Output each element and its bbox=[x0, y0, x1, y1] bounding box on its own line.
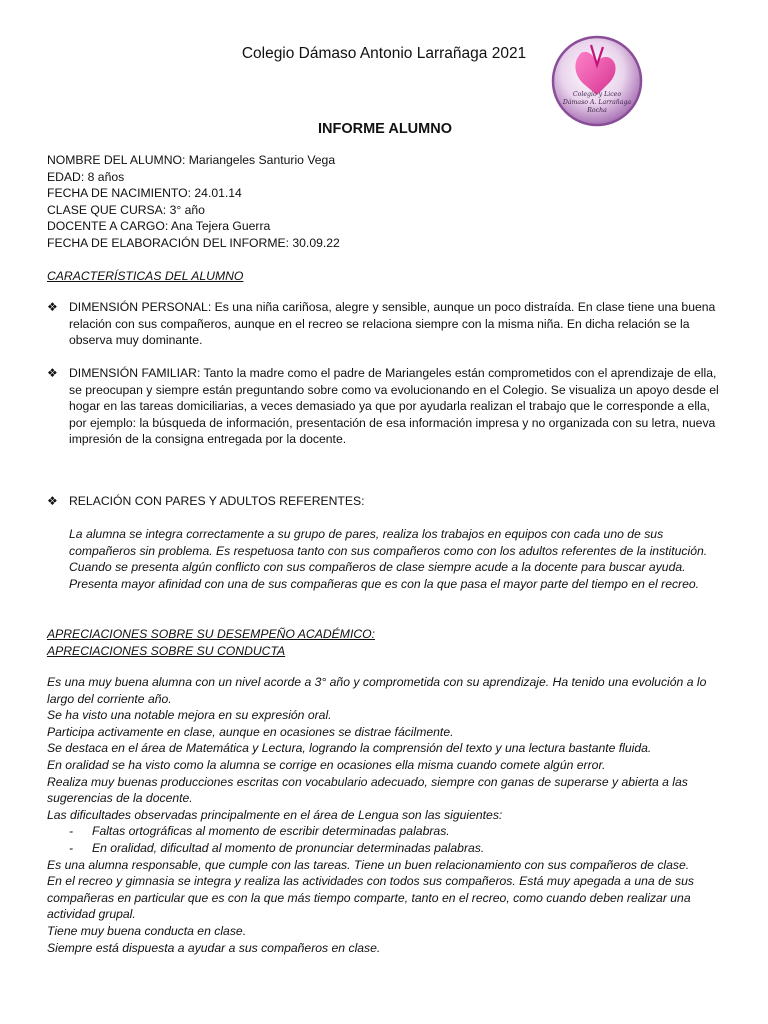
bullet-icon: ❖ bbox=[47, 494, 58, 508]
school-name: Colegio Dámaso Antonio Larrañaga 2021 bbox=[241, 45, 527, 62]
paragraph: Es una muy buena alumna con un nivel acorde a 3° año y comprometida con su aprendizaje. Ha tenido una evolución a lo largo del corriente año. bbox=[47, 675, 707, 706]
info-name: NOMBRE DEL ALUMNO: Mariangeles Santurio Vega bbox=[47, 153, 336, 167]
conduct-heading: APRECIACIONES SOBRE SU CONDUCTA bbox=[47, 643, 286, 658]
paragraph: En oralidad se ha visto como la alumna se corrige en ocasiones ella misma cuando comete algún error. bbox=[47, 757, 606, 772]
relations-text: La alumna se integra correctamente a su grupo de pares, realiza los trabajos en equipos con cada uno de sus compañeros sin problema. Es respetuosa tanto con sus compañeros como con los adultos referentes de la institución. Cuando se presenta algún conflicto con sus compañeros de clase siempre acude a la docente para buscar ayuda. Presenta mayor afinidad con una de sus compañeras que es con la que pasa el mayor parte del tiempo en el recreo. bbox=[69, 527, 708, 591]
logo-line-3: Rocha bbox=[587, 107, 607, 114]
family-dimension-text: DIMENSIÓN FAMILIAR: Tanto la madre como el padre de Mariangeles están comprometidos con el aprendizaje de ella, se preocupan y siempre están preguntando sobre como va evolucionando en el Colegio. Se visualiza un apoyo desde el hogar en las tareas domiciliarias, a veces demasiado ya que por ayudarla realizan el trabajo que le corresponde a ella, por ejemplo: la búsqueda de información, presentación de esa información impresa y no organizada con su letra, nueva impresión de la consigna entregada por la docente. bbox=[69, 366, 719, 447]
dash-bullet: - bbox=[69, 824, 74, 839]
list-item-text: Faltas ortográficas al momento de escribir determinadas palabras. bbox=[92, 824, 450, 839]
school-logo bbox=[551, 35, 643, 127]
paragraph: En el recreo y gimnasia se integra y realiza las actividades con todos sus compañeros. Está muy apegada a una de sus compañeras en particular que es con la que más tiempo comparte, tanto en el recreo, como cuando deben realizar una actividad grupal. bbox=[47, 874, 694, 922]
relations-heading: RELACIÓN CON PARES Y ADULTOS REFERENTES: bbox=[69, 494, 365, 508]
info-birthdate: FECHA DE NACIMIENTO: 24.01.14 bbox=[47, 186, 242, 201]
bullet-icon: ❖ bbox=[47, 300, 58, 314]
academic-heading: APRECIACIONES SOBRE SU DESEMPEÑO ACADÉMICO: bbox=[47, 627, 375, 641]
info-report-date: FECHA DE ELABORACIÓN DEL INFORME: 30.09.22 bbox=[47, 235, 340, 250]
paragraph: Realiza muy buenas producciones escritas con vocabulario adecuado, siempre con ganas de superarse y abierta a las sugerencias de la docente. bbox=[47, 774, 688, 806]
section-familiar bbox=[47, 365, 719, 448]
paragraph: Participa activamente en clase, aunque en ocasiones se distrae fácilmente. bbox=[47, 724, 454, 739]
info-teacher: DOCENTE A CARGO: Ana Tejera Guerra bbox=[47, 219, 271, 234]
appreciations-headings bbox=[47, 626, 727, 659]
logo-line-1: Colegio y Liceo bbox=[572, 91, 622, 98]
appreciations-body bbox=[47, 674, 719, 956]
dash-bullet: - bbox=[69, 840, 74, 855]
paragraph: Las dificultades observadas principalmente en el área de Lengua son las siguientes: bbox=[47, 807, 503, 822]
info-class: CLASE QUE CURSA: 3° año bbox=[47, 202, 205, 217]
paragraph: Se ha visto una notable mejora en su expresión oral. bbox=[47, 708, 332, 723]
list-item-text: En oralidad, dificultad al momento de pronunciar determinadas palabras. bbox=[92, 840, 485, 855]
info-age: EDAD: 8 años bbox=[47, 169, 125, 184]
characteristics-heading: CARACTERÍSTICAS DEL ALUMNO bbox=[47, 269, 244, 284]
paragraph: Se destaca en el área de Matemática y Lectura, logrando la comprensión del texto y una lectura bastante fluida. bbox=[47, 741, 652, 756]
student-info bbox=[47, 152, 727, 285]
paragraph: Tiene muy buena conducta en clase. bbox=[47, 923, 247, 938]
list-item bbox=[47, 840, 719, 857]
school-title bbox=[0, 44, 768, 64]
list-item bbox=[47, 823, 719, 840]
bullet-icon: ❖ bbox=[47, 366, 58, 380]
personal-dimension-text: DIMENSIÓN PERSONAL: Es una niña cariñosa, alegre y sensible, aunque un poco distraída. En clase tiene una buena relación con sus compañeros, aunque en el recreo se relaciona siempre con la misma niña. En dicha relación se la observa muy dominante. bbox=[69, 300, 716, 348]
logo-line-2: Dámaso A. Larrañaga bbox=[562, 99, 632, 106]
section-personal bbox=[47, 299, 719, 349]
paragraph: Siempre está dispuesta a ayudar a sus compañeros en clase. bbox=[47, 940, 381, 955]
report-title: INFORME ALUMNO bbox=[318, 121, 452, 137]
section-relations bbox=[47, 493, 719, 593]
paragraph: Es una alumna responsable, que cumple con las tareas. Tiene un buen relacionamiento con sus compañeros de clase. bbox=[47, 857, 690, 872]
